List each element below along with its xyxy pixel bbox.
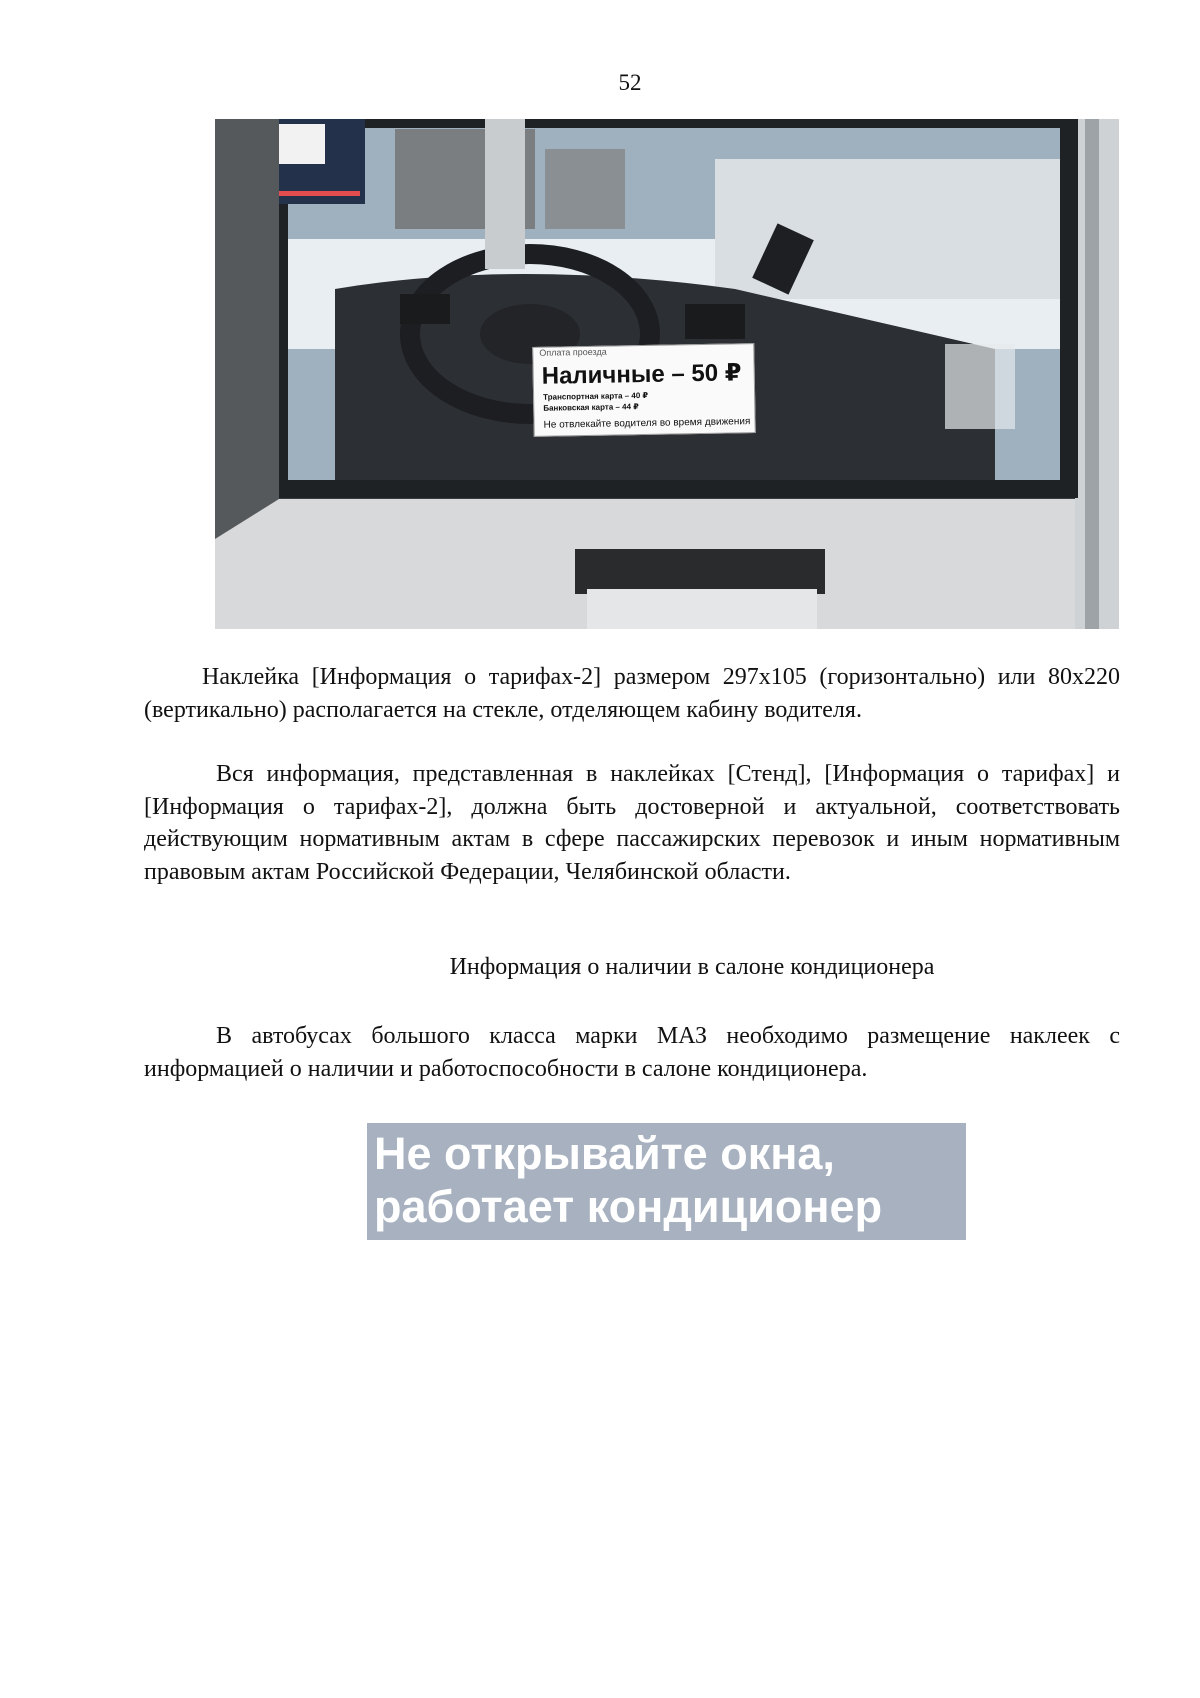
bus-cabin-photo: [215, 119, 1119, 629]
ac-sticker-line1: Не открывайте окна,: [374, 1128, 835, 1179]
page-number: 52: [618, 70, 642, 95]
tariff-sign-bank-card: Банковская карта – 44 ₽: [543, 402, 639, 413]
tariff-sign-title: Наличные – 50 ₽: [541, 359, 742, 390]
air-conditioner-sticker: [367, 1123, 966, 1240]
tariff-sign-transport-card: Транспортная карта – 40 ₽: [543, 390, 649, 402]
paragraph-maz-buses: В автобусах большого класса марки МАЗ необходимо размещение наклеек с информацией о наличии и работоспособности в салоне кондиционера.: [144, 1023, 1120, 1082]
tariff-sign-warning: Не отвлекайте водителя во время движения: [543, 416, 751, 431]
paragraph-information-accuracy: Вся информация, представленная в наклейках [Стенд], [Информация о тарифах] и [Информация о тарифах-2], должна быть достоверной и актуальной, соответствовать действующим нормативным актам в сфере пассажирских перевозок и иным нормативным правовым актам Российской Федерации, Челябинской области.: [144, 761, 1120, 885]
paragraph-sticker-size: Наклейка [Информация о тарифах-2] размером 297x105 (горизонтально) или 80x220 (вертикально) располагается на стекле, отделяющем кабину водителя.: [144, 664, 1120, 723]
ac-sticker-line2: работает кондиционер: [374, 1181, 883, 1232]
tariff-sign-header: Оплата проезда: [539, 346, 607, 358]
tariff-sign: [532, 343, 756, 437]
section-heading: Информация о наличии в салоне кондиционера: [449, 954, 935, 980]
